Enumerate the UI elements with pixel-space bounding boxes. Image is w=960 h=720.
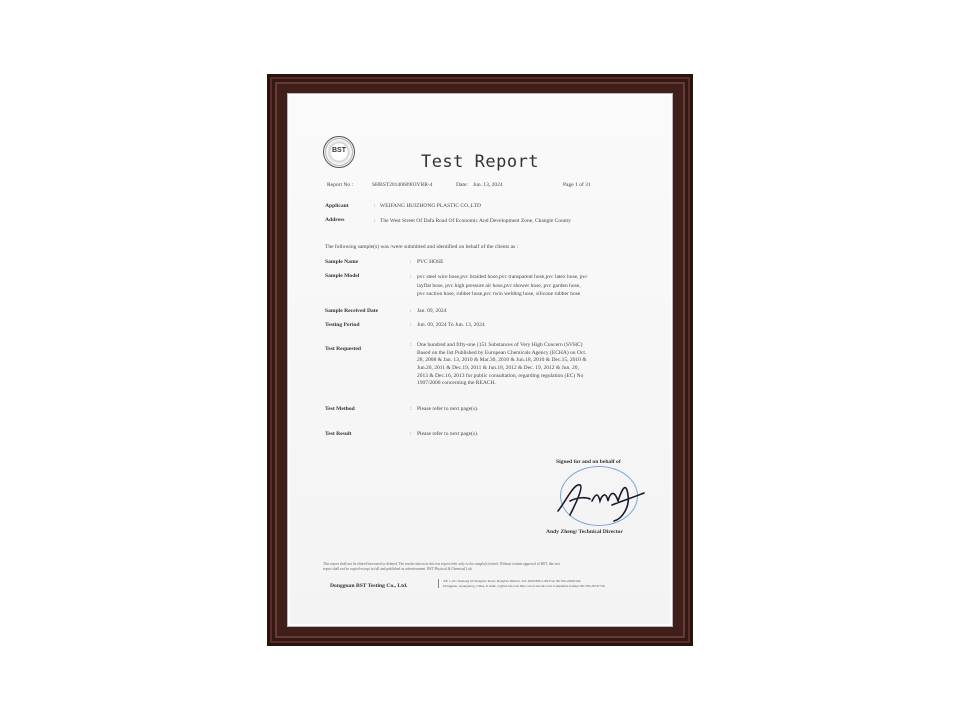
test-method: Please refer to next page(s). (417, 406, 479, 412)
disclaimer: This report shall not be altered/increased or deleted. The results shown in this test report refer only to the sample(s) tested. Without written approval of BST, this test report shall not be copied except in full and published as advertisement. BST Physical & Chemical Lab. (323, 562, 560, 571)
applicant-label: Applicant (325, 203, 349, 209)
document-title: Test Report (420, 152, 540, 172)
footer-company: Dongguan BST Testing Co., Ltd. (330, 583, 408, 589)
testing-period-label: Testing Period (325, 322, 360, 328)
applicant-value: WEIFANG HUIZHONG PLASTIC CO.,LTD (380, 203, 481, 209)
sample-name: PVC HOSE (417, 259, 444, 265)
received-label: Sample Received Date (325, 308, 379, 314)
report-date: Jun. 13, 2024 (473, 182, 503, 188)
signature-heading: Signed for and on behalf of (556, 459, 621, 465)
footer-address: 4/F, 1-101 Jinxiang Of Dongbao Road, Dongbao District, Tel: 4006 880-2106 Fax: 86-769-22820104 Dongguan, Guangdong, China. E-mail: cs@bst-lab.com http://www.bst-lab.com Complaints hotline: 86-769-26747736 (438, 579, 658, 588)
signatory-name: Andy Zheng/ Technical Director (546, 529, 623, 535)
logo-text: BST (332, 147, 346, 154)
sample-model-label: Sample Model (325, 273, 360, 279)
page-number: Page 1 of 31 (563, 182, 591, 188)
picture-frame (267, 74, 693, 646)
testing-period: Jun. 09, 2024 To Jun. 13, 2024 (417, 322, 485, 328)
received-date: Jan. 09, 2024 (417, 308, 447, 314)
test-result-label: Test Result (325, 431, 352, 437)
test-result: Please refer to next page(s). (417, 431, 479, 437)
report-no-label: Report No : (327, 182, 353, 188)
date-label: Date: (456, 182, 468, 188)
address-label: Address (325, 217, 345, 223)
test-method-label: Test Method (325, 406, 355, 412)
test-requested: One hundred and fifty-one (151 Substances of Very High Concern (SVHC) Based on the list Published by European Chemicals Agency (ECHA) on Oct. 28, 2008 & Jan. 13, 2010 & Mar.30, 2010 & Jun.18, 2010 & Dec.15, 2010 & Jun.20, 2011 & Dec.19, 2011 & Jun.18, 2012 & Dec. 19, 2012 & Jun. 20, 2013 & Dec.16, 2013 for public consultation, regarding regulation (EC) No 1907/2006 concerning the REACH. (417, 342, 587, 387)
signature-icon (552, 471, 648, 527)
sample-model: pvc steel wire hose,pvc braided hose,pvc transparent hose,pvc latex hose, pvc layflat hose, pvc high pressure air hose,pvc shower hose, pvc garden hose, pvc suction hose, rubber hose,pvc twin welding hose, silicone rubber hose (417, 274, 588, 298)
report-no: SHBST2014060903YRR-4 (372, 182, 433, 188)
address-value: The West Street Of Dafa Road Of Economic And Development Zone, Changle County (380, 218, 571, 224)
intro-text: The following sample(s) was /were submitted and identified on behalf of the clients as : (325, 244, 519, 250)
sample-name-label: Sample Name (325, 259, 359, 265)
test-report-document: BST Test Report Report No : SHBST2014060903YRR-4 Date: Jun. 13, 2024 Page 1 of 31 Applicant : WEIFANG HUIZHONG PLASTIC CO.,LTD Address : The West Street Of Dafa Road Of Economic And Development Zone, Changle County The following sample(s) was /were submitted and identified on behalf of the clients as : Sample Name : PVC HOSE Sample Model : pvc steel wire hose,pvc braided hose,pvc transparent hose,pvc latex hose, pvc layflat hose, pvc high pressure air hose,pvc shower hose, pvc garden hose, pvc suction hose, rubber hose,pvc twin welding hose, silicone rubber hose Sample Received Date : Jan. 09, 2024 Testing Period : Jun. 09, 2024 To Jun. 13, 2024 Test Requested : One hundred and fifty-one (151 Substances of Very High Concern (SVHC) Based on the list Published by European Chemicals Agency (ECHA) on Oct. 28, 2008 & Jan. 13, 2010 & Mar.30, 2010 & Jun.18, 2010 & Dec.15, 2010 & Jun.20, 2011 & Dec.19, 2011 & Jun.18, 2012 & Dec. 19, 2012 & Jun. 20, 2013 & Dec.16, 2013 for public consultation, regarding regulation (EC) No 1907/2006 concerning the REACH. Test Method : Please refer to next page(s). Test Result : Please refer to next page(s). Signed for and on behalf of Andy Zheng/ Technical Director This report shall not be altered/increased or deleted. The results shown in this test report refer only to the sample(s) tested. Without written approval of BST, this test report shall not be copied except in full and published as advertisement. BST Physical & Chemical Lab. Dongguan BST Testing Co., Ltd. 4/F, 1-101 Jinxiang Of Dongbao Road, Dongbao District, Tel: 4006 880-2106 Fax: 86-769-22820104 Dongguan, Guangdong, China. E-mail: cs@bst-lab.com http://www.bst-lab.com Complaints hotline: 86-769-26747736 (290, 96, 670, 624)
test-requested-label: Test Requested (325, 346, 361, 352)
